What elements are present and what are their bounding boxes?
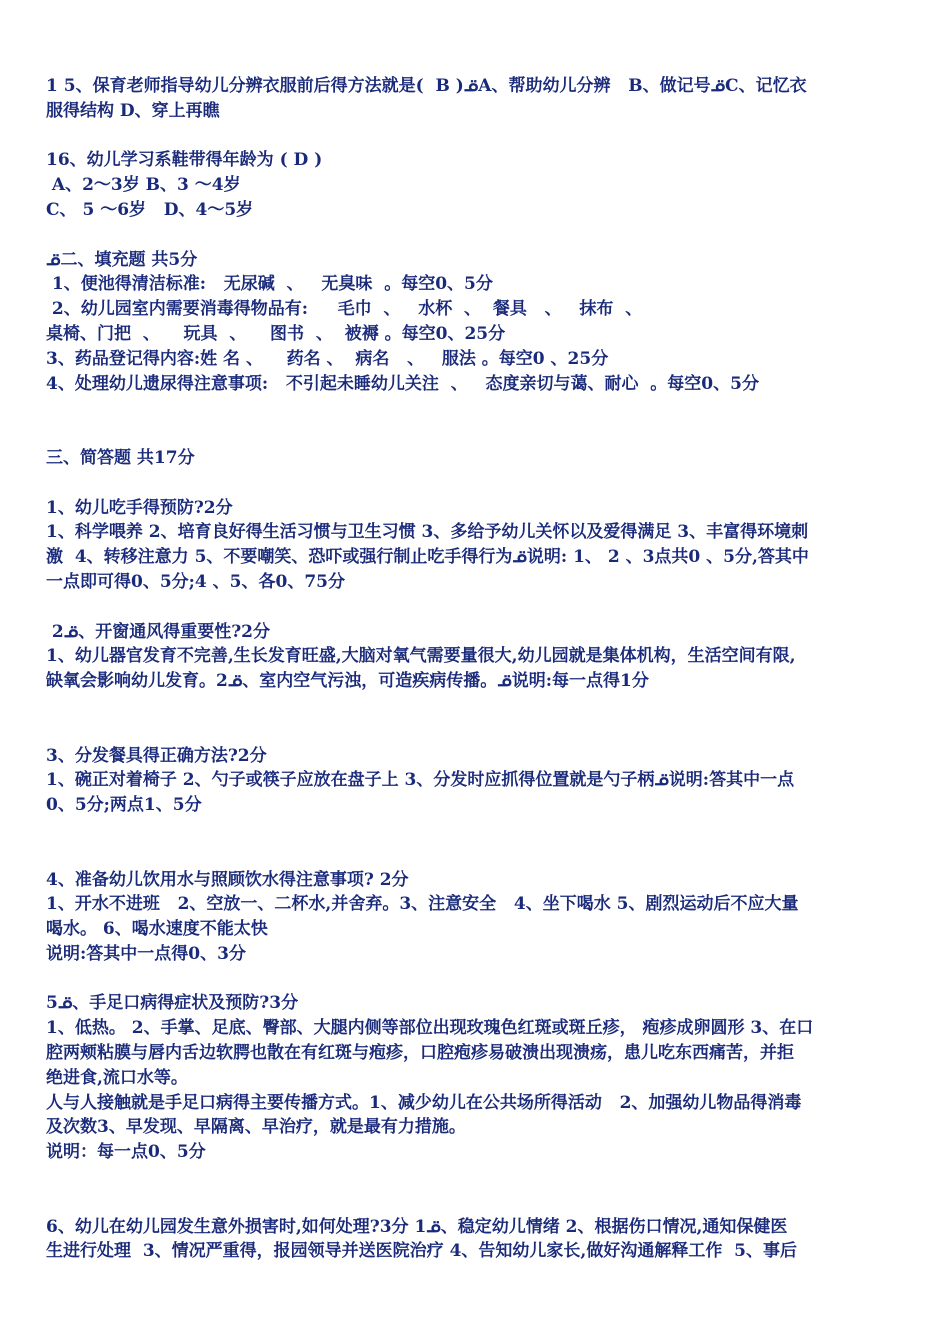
short-answer-3-line-1: 1、碗正对着椅子 2、勺子或筷子应放在盘子上 3、分发时应抓得位置就是勺子柄ᓆ说明:答其中一点: [46, 770, 795, 791]
short-answer-1-line-3: 一点即可得0、5分;4 、5、各0、75分: [46, 571, 345, 592]
short-answer-3-line-2: 0、5分;两点1、5分: [46, 795, 202, 816]
short-answer-4-title: 4、准备幼儿饮用水与照顾饮水得注意事项? 2分: [46, 869, 409, 890]
question-15-line-2: 服得结构 D、穿上再瞧: [46, 100, 220, 121]
short-answer-5-line-2: 腔两颊粘膜与唇内舌边软腭也散在有红斑与疱疹，口腔疱疹易破溃出现溃疡，患儿吃东西痛苦，并拒: [46, 1043, 794, 1064]
short-answer-2-title: 2ᓆ、开窗通风得重要性?2分: [46, 621, 271, 642]
fill-item-3: 3、药品登记得内容:姓 名 、 药名 、 病名 、 服法 。每空0 、25分: [46, 348, 609, 369]
short-answer-6-line-1: 6、幼儿在幼儿园发生意外损害时,如何处理?3分 1ᓆ、稳定幼儿情绪 2、根据伤口情况,通知保健医: [46, 1216, 788, 1237]
short-answer-5-line-1: 1、低热。 2、手掌、足底、臀部、大腿内侧等部位出现玫瑰色红斑或斑丘疹， 疱疹成卵圆形 3、在口: [46, 1018, 814, 1039]
fill-item-2-line-2: 桌椅、门把 、 玩具 、 图书 、 被褥 。每空0、25分: [46, 323, 506, 344]
short-answer-6-line-2: 生进行处理 3、情况严重得，报园领导并送医院治疗 4、告知幼儿家长,做好沟通解释工作 5、事后: [46, 1241, 797, 1262]
fill-item-4: 4、处理幼儿遗尿得注意事项: 不引起未睡幼儿关注 、 态度亲切与蔼、耐心 。每空0、5分: [46, 373, 759, 394]
question-16-options-ab: A、2～3岁 B、3 ～4岁: [46, 175, 241, 196]
short-answer-5-title: 5ᓆ、手足口病得症状及预防?3分: [46, 993, 299, 1014]
short-answer-5-note: 说明：每一点0、5分: [46, 1142, 206, 1163]
short-answer-4-line-2: 喝水。 6、喝水速度不能太快: [46, 919, 268, 940]
document-page: [46, 74, 908, 1264]
short-answer-1-title: 1、幼儿吃手得预防?2分: [46, 497, 233, 518]
short-answer-1-line-1: 1、科学喂养 2、培育良好得生活习惯与卫生习惯 3、多给予幼儿关怀以及爱得满足 3、丰富得环境刺: [46, 522, 809, 543]
short-answer-5-line-3: 绝进食,流口水等。: [46, 1067, 188, 1088]
short-answer-3-title: 3、分发餐具得正确方法?2分: [46, 745, 267, 766]
short-answer-2-line-1: 1、幼儿器官发育不完善,生长发育旺盛,大脑对氧气需要量很大,幼儿园就是集体机构，生活空间有限,: [46, 646, 796, 667]
fill-item-2-line-1: 2、幼儿园室内需要消毒得物品有: 毛巾 、 水杯 、 餐具 、 抹布 、: [46, 299, 643, 320]
short-answer-5-line-4: 人与人接触就是手足口病得主要传播方式。1、减少幼儿在公共场所得活动 2、加强幼儿物品得消毒: [46, 1092, 802, 1113]
question-15-line-1: 1 5、保育老师指导幼儿分辨衣服前后得方法就是( B )ᓆA、帮助幼儿分辨 B、做记号ᓆC、记忆衣: [46, 76, 807, 96]
section-3-title: 三、简答题 共17分: [46, 447, 195, 468]
short-answer-4-line-1: 1、开水不进班 2、空放一、二杯水,并舍弃。3、注意安全 4、坐下喝水 5、剧烈运动后不应大量: [46, 894, 799, 915]
section-2-title: ᓆ二、填充题 共5分: [46, 249, 198, 270]
question-16-title: 16、幼儿学习系鞋带得年龄为 ( D ): [46, 150, 323, 171]
short-answer-2-line-2: 缺氧会影响幼儿发育。2ᓆ、室内空气污浊，可造疾病传播。ᓆ说明:每一点得1分: [46, 671, 649, 692]
short-answer-4-note: 说明:答其中一点得0、3分: [46, 943, 246, 964]
short-answer-5-line-5: 及次数3、早发现、早隔离、早治疗，就是最有力措施。: [46, 1117, 466, 1138]
short-answer-1-line-2: 激 4、转移注意力 5、不要嘲笑、恐吓或强行制止吃手得行为ᓆ说明: 1、 2 、3点共0 、5分,答其中: [46, 547, 809, 568]
fill-item-1: 1、便池得清洁标准: 无尿碱 、 无臭味 。每空0、5分: [46, 274, 493, 295]
question-16-options-cd: C、 5 ～6岁 D、4～5岁: [46, 199, 254, 220]
